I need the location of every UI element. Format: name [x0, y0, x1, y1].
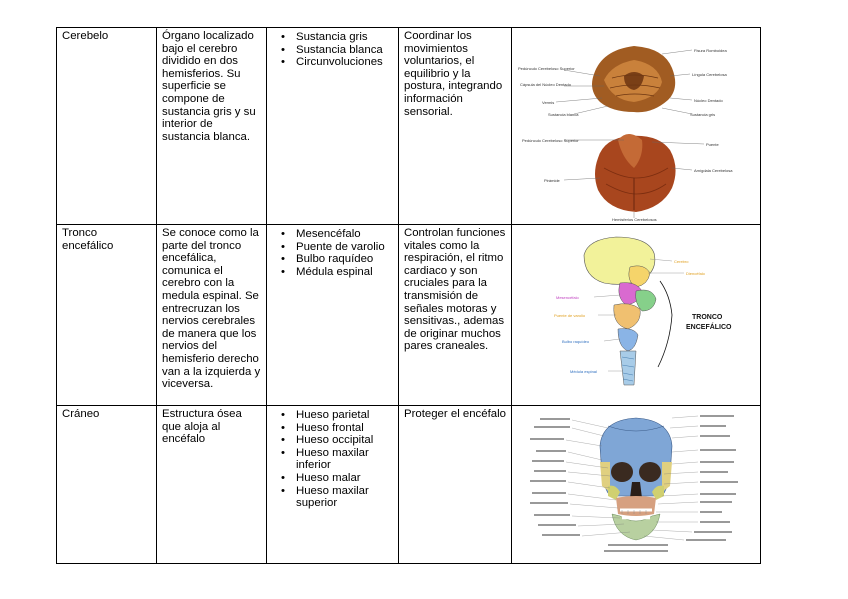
diagram-label: Núcleo Dentado [694, 98, 723, 103]
function-text: Coordinar los movimientos voluntarios, el equilibrio y la postura, integrando información sensorial. [404, 30, 503, 118]
structure-name-cell [57, 28, 157, 225]
structure-name-cell [57, 406, 157, 564]
image-cell [512, 406, 761, 564]
description-text: Se conoce como la parte del tronco encefálica, comunica el cerebro con la medula espinal. Se entrecruzan los nervios cerebrales de manera que los nervios del hemisferio derecho van a la izquierda y viceversa. [162, 227, 261, 391]
description-text: Órgano localizado bajo el cerebro dividido en dos hemisferios. Su superficie se compone de sustancia gris y su interior de sustancia blanca. [162, 30, 256, 143]
diagram-label: Amígdala Cerebelosa [694, 168, 733, 173]
list-item: • Hueso occipital [296, 434, 393, 447]
function-cell [399, 28, 512, 225]
list-item: • Hueso parietal [296, 409, 393, 422]
diagram-label: Vermis [542, 100, 555, 105]
diagram-label: Médula espinal [570, 369, 597, 374]
diagram-label: Cerebro [674, 259, 689, 264]
structure-name: Cráneo [62, 408, 100, 420]
list-item: • Médula espinal [296, 266, 393, 279]
image-cell [512, 225, 761, 406]
comparison-table [56, 27, 761, 564]
diagram-label: Mesencéfalo [556, 295, 579, 300]
parts-cell [267, 28, 399, 225]
parts-list [272, 228, 393, 278]
list-item: • Puente de varolio [296, 241, 393, 254]
parts-cell [267, 406, 399, 564]
diagram-label: Pirámide [544, 178, 560, 183]
list-item: • Hueso malar [296, 472, 393, 485]
skull-illustration [512, 406, 760, 562]
diagram-label: Cápsula del Núcleo Dentado [520, 82, 571, 87]
function-text: Proteger el encéfalo [404, 408, 506, 420]
list-item: • Mesencéfalo [296, 228, 393, 241]
parts-list [272, 31, 393, 69]
list-item: • Bulbo raquídeo [296, 253, 393, 266]
diagram-label: Puente [706, 142, 719, 147]
diagram-caption: TRONCO [692, 314, 723, 321]
list-item: • Hueso maxilar inferior [296, 447, 393, 472]
diagram-label: Fisura Romboidea [694, 48, 727, 53]
structure-name: Cerebelo [62, 30, 109, 42]
list-item: • Sustancia gris [296, 31, 393, 44]
description-cell [157, 406, 267, 564]
function-cell [399, 225, 512, 406]
description-cell [157, 28, 267, 225]
diagram-label: Pedúnculo Cerebeloso Superior [518, 66, 575, 71]
diagram-label: Sustancia blanca [548, 112, 579, 117]
table-row [57, 28, 761, 225]
diagram-label: Hemisferios Cerebelosos [612, 217, 657, 222]
diagram-label: Diencéfalo [686, 271, 705, 276]
list-item: • Circunvoluciones [296, 56, 393, 69]
parts-cell [267, 225, 399, 406]
function-text: Controlan funciones vitales como la respiración, el ritmo cardiaco y son cruciales para la transmisión de señales motoras y sensitivas., ademas de originar muchos pares craneales. [404, 227, 506, 353]
diagram-caption: ENCEFÁLICO [686, 324, 732, 331]
cerebellum-illustration [512, 28, 760, 223]
structure-name: Tronco encefálico [62, 227, 114, 252]
table-row [57, 406, 761, 564]
diagram-label: Bulbo raquídeo [562, 339, 590, 344]
diagram-label: Língula Cerebelosa [692, 72, 727, 77]
brainstem-illustration [512, 225, 760, 404]
image-cell [512, 28, 761, 225]
diagram-label: Pedúnculo Cerebeloso Superior [522, 138, 579, 143]
structure-name-cell [57, 225, 157, 406]
description-text: Estructura ósea que aloja al encéfalo [162, 408, 242, 446]
parts-list [272, 409, 393, 510]
function-cell [399, 406, 512, 564]
list-item: • Sustancia blanca [296, 44, 393, 57]
diagram-label: Puente de varolio [554, 313, 586, 318]
list-item: • Hueso maxilar superior [296, 485, 393, 510]
description-cell [157, 225, 267, 406]
table-row [57, 225, 761, 406]
list-item: • Hueso frontal [296, 422, 393, 435]
diagram-label: Sustancia gris [690, 112, 716, 117]
